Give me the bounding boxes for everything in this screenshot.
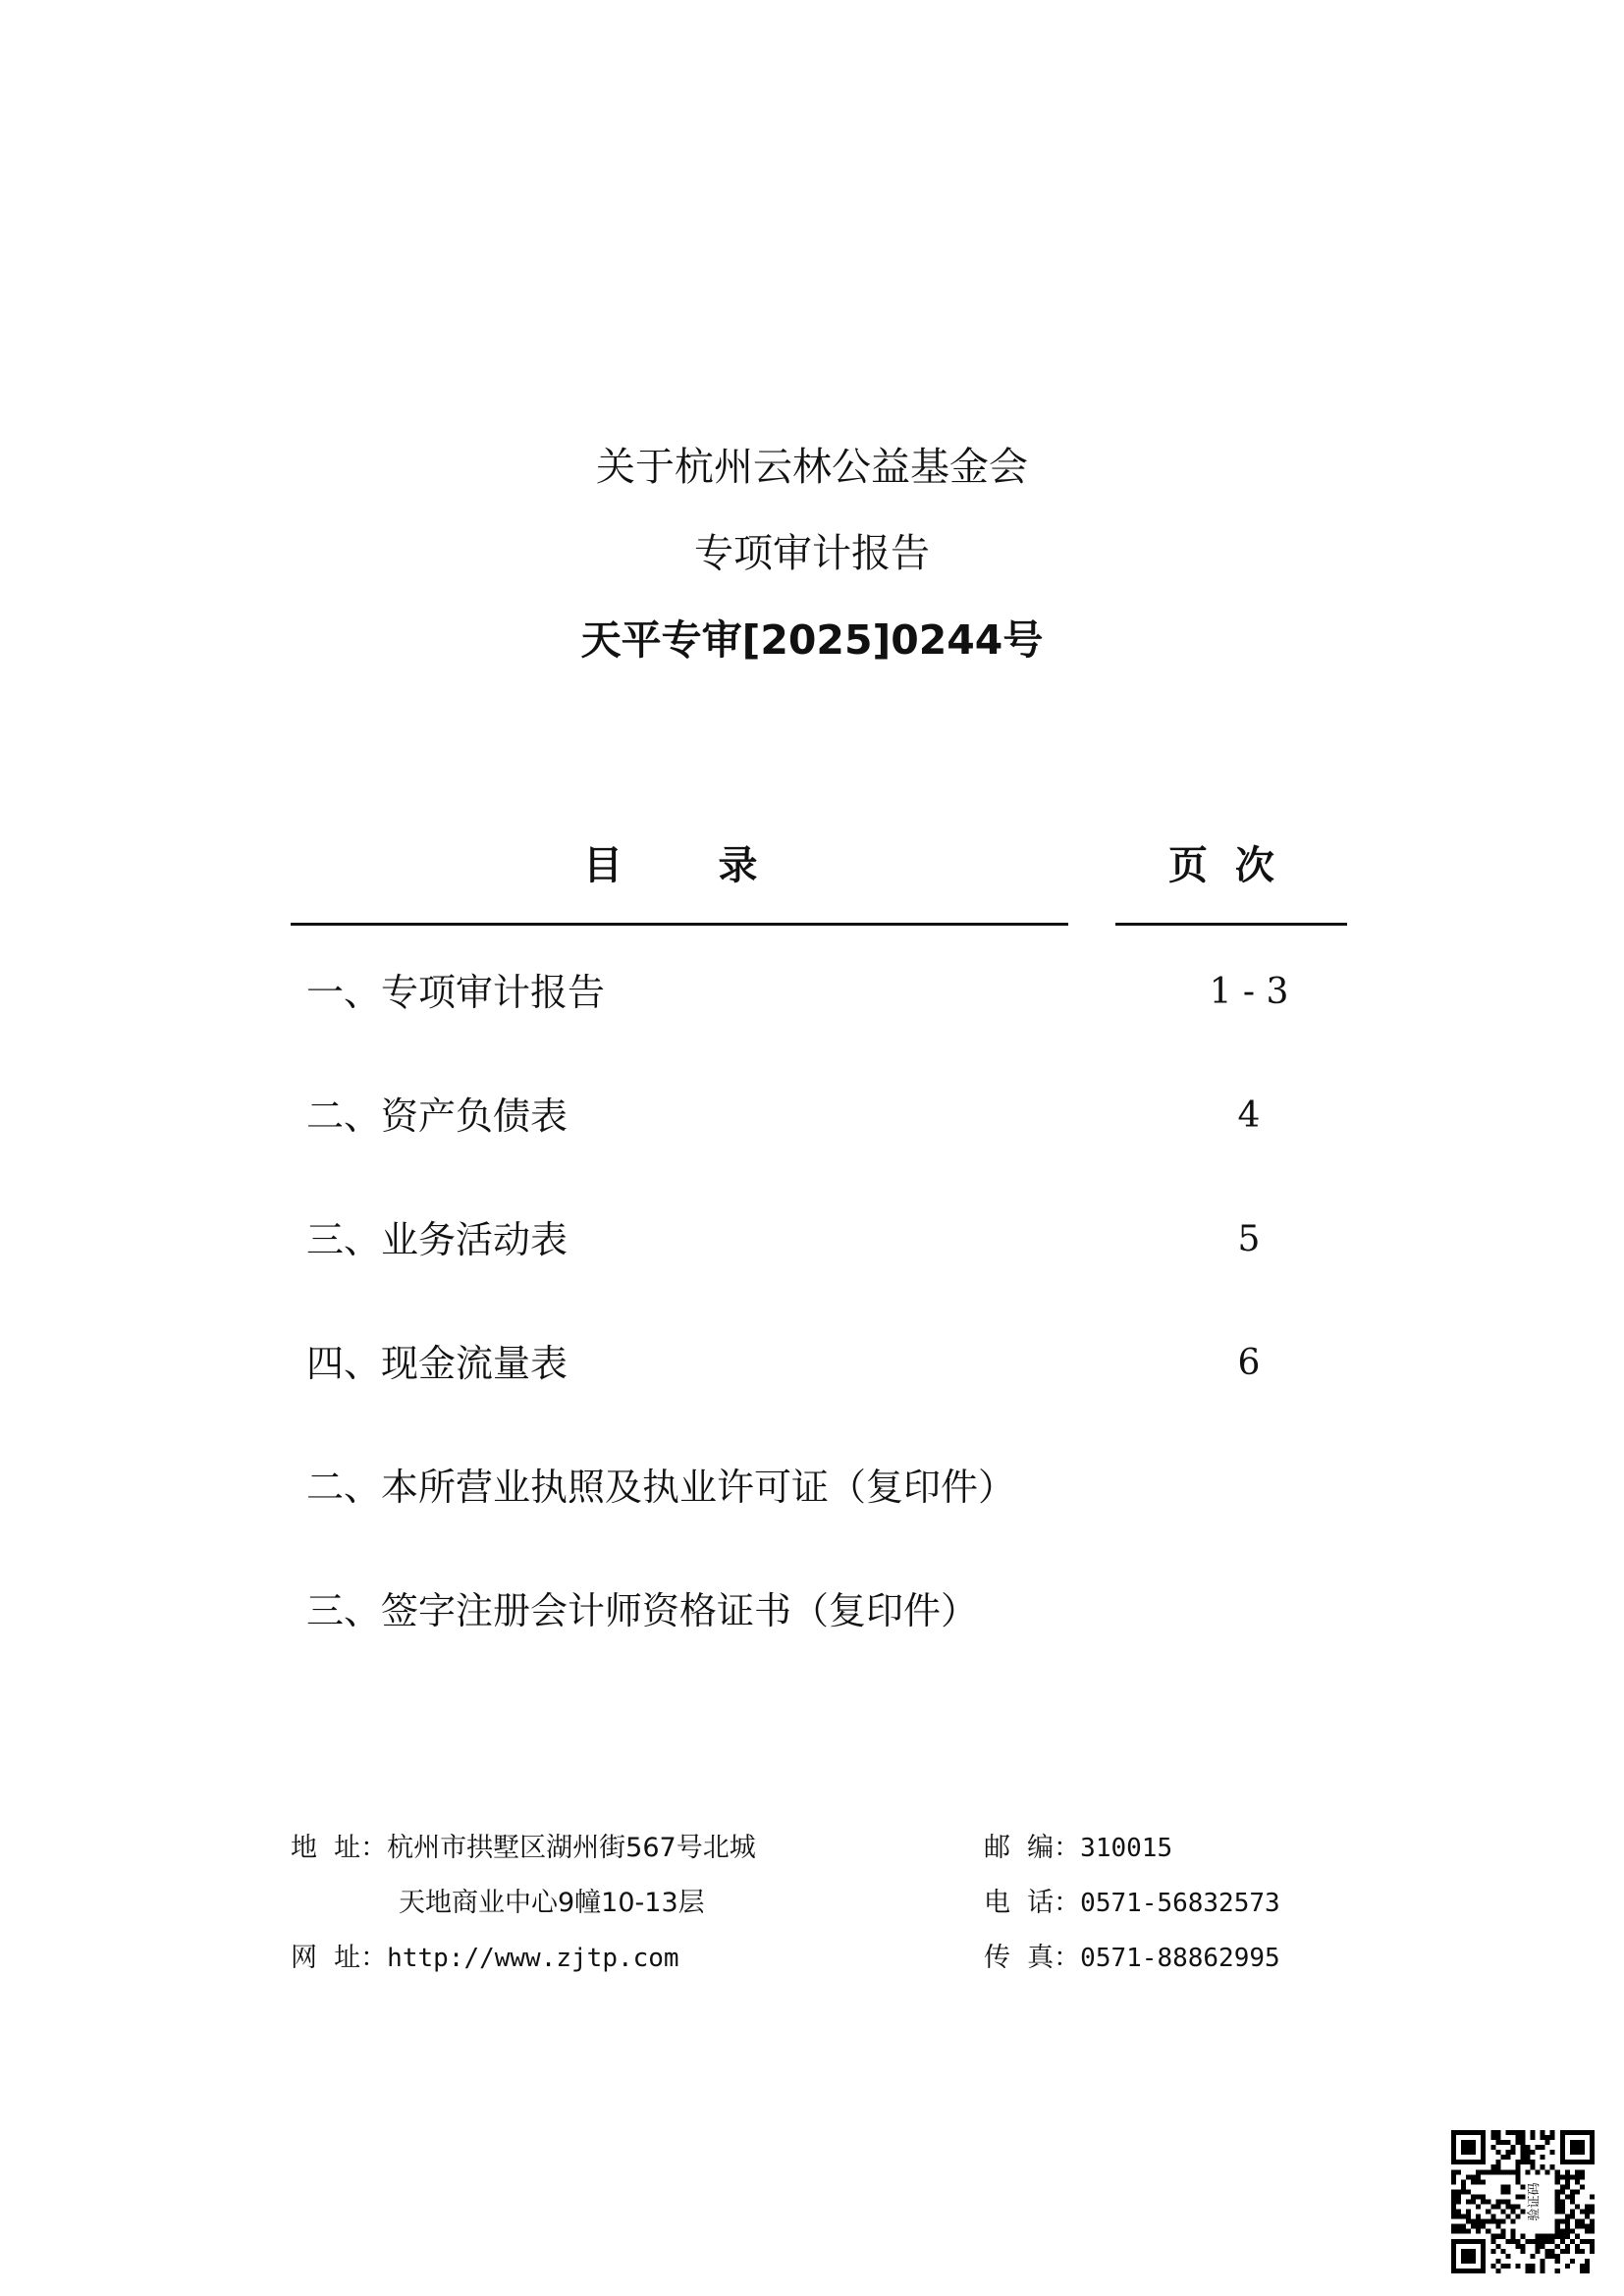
footer-website-row (291, 1942, 679, 1975)
fax-value: 0571-88862995 (1080, 1944, 1280, 1973)
address-line1: 杭州市拱墅区湖州街567号北城 (387, 1833, 756, 1863)
toc-item-page: 6 (1237, 1343, 1261, 1383)
toc-header-page: 页 次 (1168, 843, 1274, 888)
toc-item: 三、签字注册会计师资格证书（复印件） (306, 1589, 979, 1632)
toc-header-title: 目 录 (583, 843, 760, 888)
qr-overlay-text: 验证码 (1527, 2182, 1543, 2221)
footer-postcode-row (984, 1832, 1172, 1865)
phone-label: 电 话： (984, 1888, 1081, 1918)
postcode-value: 310015 (1080, 1834, 1173, 1863)
qr-code-icon[interactable] (1451, 2130, 1595, 2273)
qr-finder-top-left (1451, 2130, 1486, 2164)
footer-address-row (291, 1832, 756, 1865)
qr-finder-top-right (1560, 2130, 1595, 2164)
report-title-line1: 关于杭州云林公益基金会 (596, 445, 1028, 490)
website-label: 网 址： (291, 1943, 388, 1973)
footer-address-row2 (399, 1887, 705, 1920)
toc-item-page: 4 (1237, 1095, 1261, 1136)
qr-finder-bottom-left (1451, 2239, 1486, 2273)
footer-phone-row (984, 1887, 1280, 1920)
toc-header-rule-right (1115, 923, 1347, 926)
address-label: 地 址： (291, 1833, 388, 1863)
toc-item: 二、资产负债表 (306, 1095, 568, 1138)
report-number: 天平专审[2025]0244号 (580, 616, 1044, 664)
website-link[interactable]: http://www.zjtp.com (387, 1944, 679, 1973)
footer-fax-row (984, 1942, 1280, 1975)
phone-value: 0571-56832573 (1080, 1889, 1280, 1918)
toc-item: 二、本所营业执照及执业许可证（复印件） (306, 1466, 1016, 1509)
postcode-label: 邮 编： (984, 1833, 1081, 1863)
toc-item: 三、业务活动表 (306, 1218, 568, 1261)
toc-item: 四、现金流量表 (306, 1342, 568, 1385)
toc-item-page: 1 - 3 (1209, 972, 1289, 1012)
fax-label: 传 真： (984, 1943, 1081, 1973)
toc-item: 一、专项审计报告 (306, 971, 606, 1014)
toc-header-rule-left (291, 923, 1068, 926)
address-line2: 天地商业中心9幢10-13层 (399, 1888, 705, 1918)
report-title-line2: 专项审计报告 (694, 531, 930, 576)
toc-item-page: 5 (1237, 1219, 1261, 1259)
